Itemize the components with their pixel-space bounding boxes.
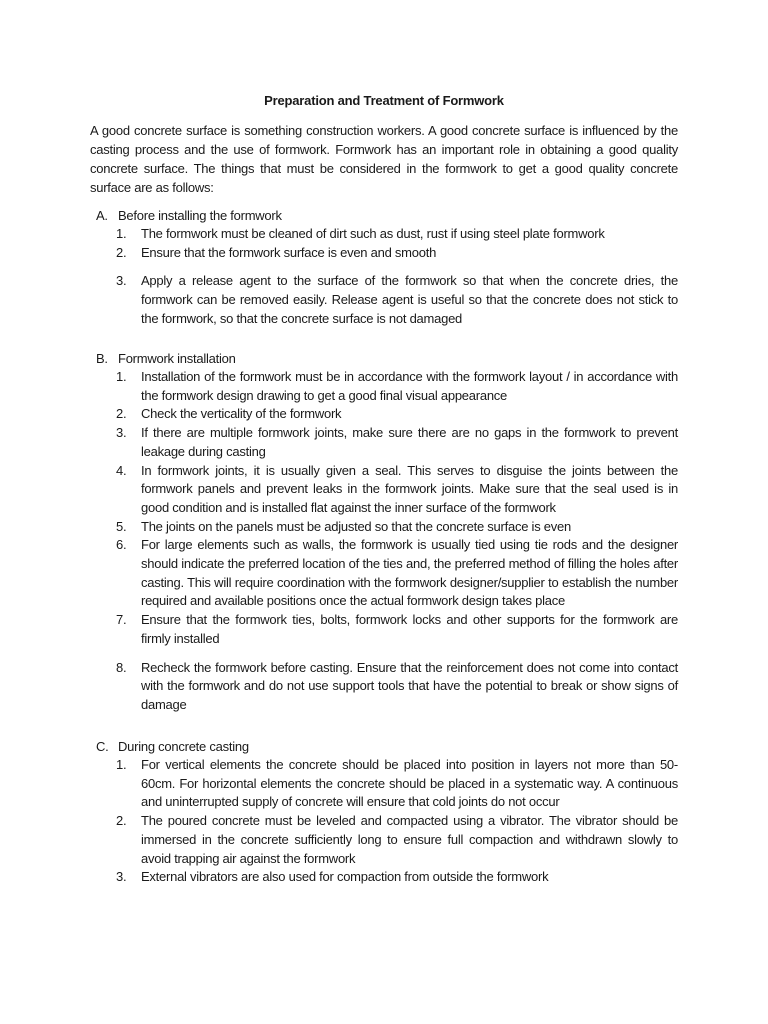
list-item-text: The formwork must be cleaned of dirt such as dust, rust if using steel plate formwork (141, 226, 605, 241)
list-item-number: 2. (116, 244, 127, 260)
section-before-installing (96, 206, 678, 329)
list-item-text: In formwork joints, it is usually given a seal. This serves to disguise the joints between the formwork panels and prevent leaks in the formwork joints. Make sure that the seal used is in good condition and is installed flat against the inner surface of the formwork (141, 462, 678, 515)
list-item-number: 2. (116, 406, 127, 422)
list-item-number: 3. (116, 273, 127, 289)
list-item (96, 244, 678, 263)
list-item (96, 756, 678, 812)
list-item (96, 225, 678, 244)
list-item-number: 8. (116, 659, 127, 675)
list-item-number: 5. (116, 518, 127, 534)
section-heading (96, 737, 678, 756)
section-formwork-installation (96, 349, 678, 715)
list-item-number: 7. (116, 612, 127, 628)
list-item-number: 1. (116, 757, 127, 772)
list-item (96, 462, 678, 518)
intro-paragraph: A good concrete surface is something construction workers. A good concrete surface is influenced by the casting process and the use of formwork. Formwork has an important role in obtaining a good quality concrete surface. The things that must be considered in the formwork to get a good quality concrete surface are as follows: (90, 123, 678, 195)
section-heading-text: During concrete casting (118, 739, 249, 754)
list-item-number: 2. (116, 813, 127, 829)
list-item (96, 518, 678, 537)
section-list (96, 225, 678, 329)
section-letter: C. (96, 739, 109, 754)
section-heading (96, 349, 678, 368)
list-item (96, 868, 678, 887)
list-item-number: 3. (116, 869, 127, 885)
list-item-text: Installation of the formwork must be in accordance with the formwork layout / in accordance with the formwork design drawing to get a good final visual appearance (141, 369, 678, 403)
list-item (96, 272, 678, 328)
list-item-text: The poured concrete must be leveled and compacted using a vibrator. The vibrator should be immersed in the concrete sufficiently long to ensure full compaction and withdrawn slowly to avoid trapping air against the formwork (141, 813, 678, 866)
section-letter: A. (96, 208, 108, 223)
list-item-text: Apply a release agent to the surface of the formwork so that when the concrete dries, the formwork can be removed easily. Release agent is useful so that the concrete does not stick to the formwork, so that the concrete surface is not damaged (141, 273, 678, 326)
list-item (96, 659, 678, 715)
list-item (96, 536, 678, 611)
section-list (96, 368, 678, 715)
section-during-casting (96, 737, 678, 887)
list-item-text: The joints on the panels must be adjusted so that the concrete surface is even (141, 518, 571, 534)
list-item-number: 6. (116, 537, 127, 553)
list-item (96, 405, 678, 424)
list-item-number: 1. (116, 369, 127, 384)
list-item-text: If there are multiple formwork joints, make sure there are no gaps in the formwork to prevent leakage during casting (141, 425, 678, 459)
section-heading-text: Formwork installation (118, 351, 236, 366)
list-item-number: 1. (116, 226, 127, 241)
section-heading-text: Before installing the formwork (118, 208, 282, 223)
list-item-number: 3. (116, 425, 127, 441)
list-item-text: Check the verticality of the formwork (141, 406, 342, 422)
list-item-text: Ensure that the formwork surface is even and smooth (141, 244, 437, 260)
list-item (96, 424, 678, 461)
list-item (96, 611, 678, 648)
list-item (96, 812, 678, 868)
list-item-text: For vertical elements the concrete should be placed into position in layers not more than 50-60cm. For horizontal elements the concrete should be placed in a systematic way. A continuous and uninterrupted supply of concrete will ensure that cold joints do not occur (141, 757, 678, 810)
list-item (96, 368, 678, 405)
section-list (96, 756, 678, 887)
page-title: Preparation and Treatment of Formwork (264, 93, 504, 108)
list-item-text: External vibrators are also used for compaction from outside the formwork (141, 869, 549, 885)
list-item-text: Recheck the formwork before casting. Ensure that the reinforcement does not come into contact with the formwork and do not use support tools that have the potential to break or show signs of damage (141, 659, 678, 712)
section-heading (96, 206, 678, 225)
list-item-text: Ensure that the formwork ties, bolts, formwork locks and other supports for the formwork are firmly installed (141, 612, 678, 646)
list-item-number: 4. (116, 462, 127, 478)
section-letter: B. (96, 351, 108, 366)
list-item-text: For large elements such as walls, the formwork is usually tied using tie rods and the designer should indicate the preferred location of the ties and, the preferred method of filling the holes after casting. This will require coordination with the formwork designer/supplier to establish the number required and available positions once the actual formwork design takes place (141, 537, 678, 609)
